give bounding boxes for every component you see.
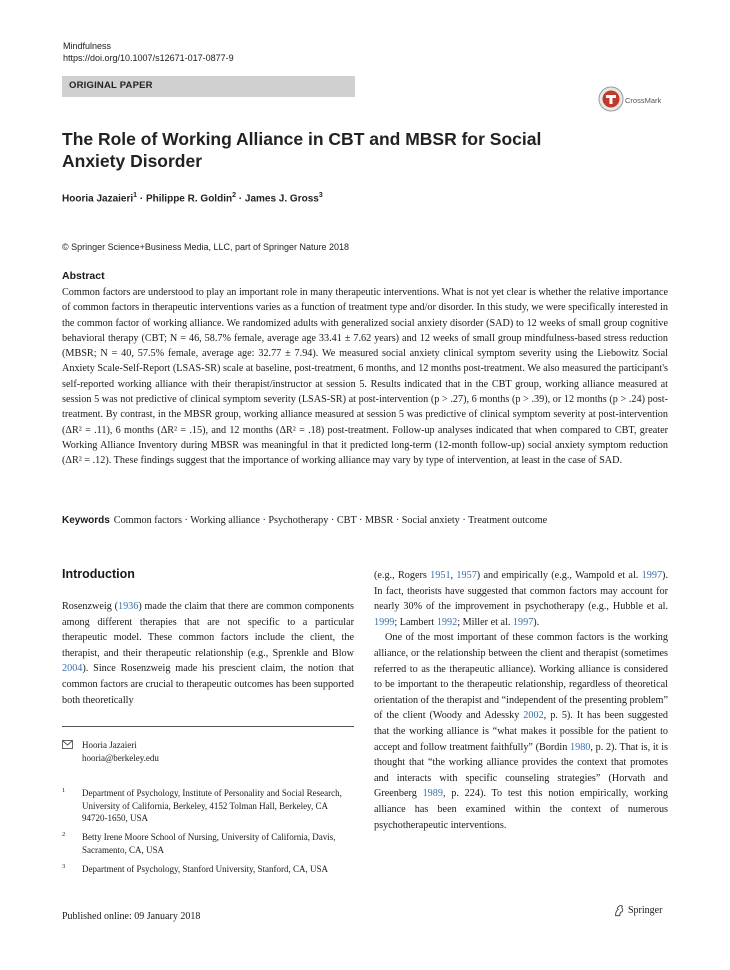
- citation-link[interactable]: 2002: [523, 710, 544, 722]
- author-affiliation-marker: 2: [232, 192, 236, 199]
- citation-link[interactable]: 1999: [374, 616, 395, 628]
- body-text: ) made the claim that there are common components among different therapies that are not specific to a particular therapeutic model. These common factors include the client, the therapist, and their therapeutic relationship (e.g., Sprenkle and Blow: [62, 601, 355, 659]
- affiliation-number: 3: [62, 863, 66, 870]
- author-name[interactable]: James J. Gross: [244, 193, 319, 205]
- intro-paragraph: [374, 630, 668, 833]
- crossmark-label: CrossMark: [625, 96, 662, 105]
- author-affiliation-marker: 3: [318, 192, 323, 199]
- correspondence-name: Hooria Jazaieri: [82, 740, 137, 750]
- keywords-label: Keywords: [62, 515, 110, 526]
- title-line: The Role of Working Alliance in CBT and MBSR for Social: [62, 129, 542, 149]
- author-name[interactable]: Hooria Jazaieri: [62, 193, 134, 205]
- body-text: , p. 2). That is, it is thought that “the working alliance provides the context that promotes and interacts with specific counseling strategies” (Horvath and Greenberg: [374, 741, 668, 800]
- publisher-name: Springer: [628, 905, 663, 916]
- affiliation-number: 1: [62, 787, 66, 794]
- journal-name: Mindfulness: [63, 41, 112, 51]
- citation-link[interactable]: 1997: [641, 570, 663, 581]
- article-type-band: [62, 76, 355, 97]
- publisher-logo: [613, 903, 673, 919]
- introduction-heading: Introduction: [62, 567, 135, 581]
- intro-paragraph: [62, 599, 354, 708]
- citation-link[interactable]: 1951: [430, 570, 451, 581]
- crossmark-badge[interactable]: [598, 86, 668, 118]
- body-text: One of the most important of these common factors is the working alliance, or the relationship between the client and therapist (sometimes referred to as the therapeutic alliance). Working alliance is considered to be important to the therapeutic relationship, regardless of theoretical orientation of the therapist and “independent of the presenting problem” of the client (Woody and Adessky: [374, 632, 668, 722]
- author-separator: ·: [139, 193, 144, 205]
- citation-link[interactable]: 1992: [436, 616, 458, 628]
- paper-title: [62, 128, 582, 172]
- body-text: (e.g., Rogers: [374, 570, 431, 581]
- body-text: ) and empirically (e.g., Wampold et al.: [476, 570, 642, 581]
- body-text: ).: [533, 616, 540, 628]
- footnote-divider: [62, 726, 354, 727]
- envelope-icon: [62, 740, 73, 749]
- citation-link[interactable]: 1989: [422, 788, 443, 800]
- body-text: , p. 5). It has been suggested that the working alliance is “what makes it possible for the patient to accept and follow treatment faithfully” (Bordin: [374, 710, 668, 753]
- body-text: , p. 224). To test this notion empirically, working alliance has been examined within the context of numerous psychotherapeutic interventions.: [374, 788, 668, 831]
- affiliation-number: 2: [62, 831, 66, 838]
- body-text: ). In fact, theorists have suggested that common factors may account for nearly 30% of the improvement in psychotherapy (e.g., Hubble et al.: [374, 570, 668, 613]
- body-text: ). Since Rosenzweig made his prescient claim, the notion that common factors are crucial to therapeutic outcomes has been supported both theoretically: [62, 663, 354, 706]
- citation-link[interactable]: 1936: [117, 601, 139, 612]
- keywords-text: Common factors · Working alliance · Psychotherapy · CBT · MBSR · Social anxiety · Treatment outcome: [113, 515, 548, 526]
- citation-link[interactable]: 1980: [570, 741, 591, 753]
- doi-link[interactable]: https://doi.org/10.1007/s12671-017-0877-9: [63, 53, 234, 63]
- citation-link[interactable]: 1997: [512, 616, 534, 628]
- copyright-notice: © Springer Science+Business Media, LLC, part of Springer Nature 2018: [62, 242, 350, 252]
- body-text: ,: [450, 570, 457, 581]
- keywords-line: [62, 515, 547, 526]
- body-text: Rosenzweig (: [62, 601, 118, 612]
- author-separator: ·: [238, 193, 243, 205]
- affiliation-text: Department of Psychology, Stanford University, Stanford, CA, USA: [82, 864, 329, 874]
- correspondence-email[interactable]: hooria@berkeley.edu: [82, 753, 159, 763]
- abstract-text: Common factors are understood to play an important role in many therapeutic interventions. What is not yet clear is whether the relative importance of common factors in therapeutic interventions varies as a function of treatment type and/or disorder. In this study, we were specifically interested in the common factor of working alliance. We randomized adults with generalized social anxiety disorder (SAD) to 12 weeks of small group cognitive behavioral therapy (CBT; N = 46, 58.7% female, average age 33.41 ± 7.62 years) and 12 weeks of small group mindfulness-based stress reduction (MBSR; N = 40, 57.5% female, average age: 32.77 ± 7.94). We measured social anxiety clinical symptom severity using the Liebowitz Social Anxiety Scale-Self-Report (LSAS-SR) scale at baseline, post-treatment, 6 months, and 12 months post-treatment. We also measured the participant's self-reported working alliance with their therapist/instructor at session 5. Results indicated that in the CBT group, working alliance measured at session 5 was not predictive of clinical symptom severity (LSAS-SR) at post-intervention (p > .27), 6 months (p > .39), or 12 months (p > .24) post-treatment. By contrast, in the MBSR group, working alliance measured at session 5 was predictive of clinical symptom severity at post-intervention (ΔR² = .11), 6 months (ΔR² = .15), and 12 months (ΔR² = .18) post-treatment. Follow-up analyses indicated that when compared to CBT, greater Working Alliance Inventory during MBSR was meaningful in that it predicted long-term (12-month follow-up) social anxiety symptom reduction (ΔR² = .12). These findings suggest that the importance of working alliance may vary by type of intervention, at least in the case of SAD.: [62, 287, 668, 467]
- intro-paragraph: [374, 568, 668, 630]
- citation-link[interactable]: 2004: [62, 663, 83, 675]
- intro-column-left: [62, 599, 354, 708]
- author-name[interactable]: Philippe R. Goldin: [145, 193, 233, 205]
- intro-column-right: [374, 568, 668, 833]
- body-text: ; Miller et al.: [457, 616, 513, 628]
- springer-horse-icon: [613, 904, 625, 917]
- article-type-label: ORIGINAL PAPER: [69, 80, 153, 91]
- journal-header: [63, 40, 234, 64]
- author-list: [62, 192, 323, 204]
- abstract-heading: Abstract: [62, 270, 105, 282]
- author-affiliation-marker: 1: [133, 192, 138, 199]
- affiliation-text: Department of Psychology, Institute of Personality and Social Research, University of California, Berkeley, 4152 Tolman Hall, Berkeley, CA 94720-1650, USA: [82, 788, 342, 824]
- citation-link[interactable]: 1957: [456, 570, 477, 581]
- published-date: Published online: 09 January 2018: [62, 911, 201, 922]
- crossmark-icon: [598, 86, 624, 112]
- body-text: ; Lambert: [394, 616, 437, 628]
- title-line: Anxiety Disorder: [62, 151, 203, 171]
- affiliation-text: Betty Irene Moore School of Nursing, University of California, Davis, Sacramento, CA, USA: [82, 832, 336, 855]
